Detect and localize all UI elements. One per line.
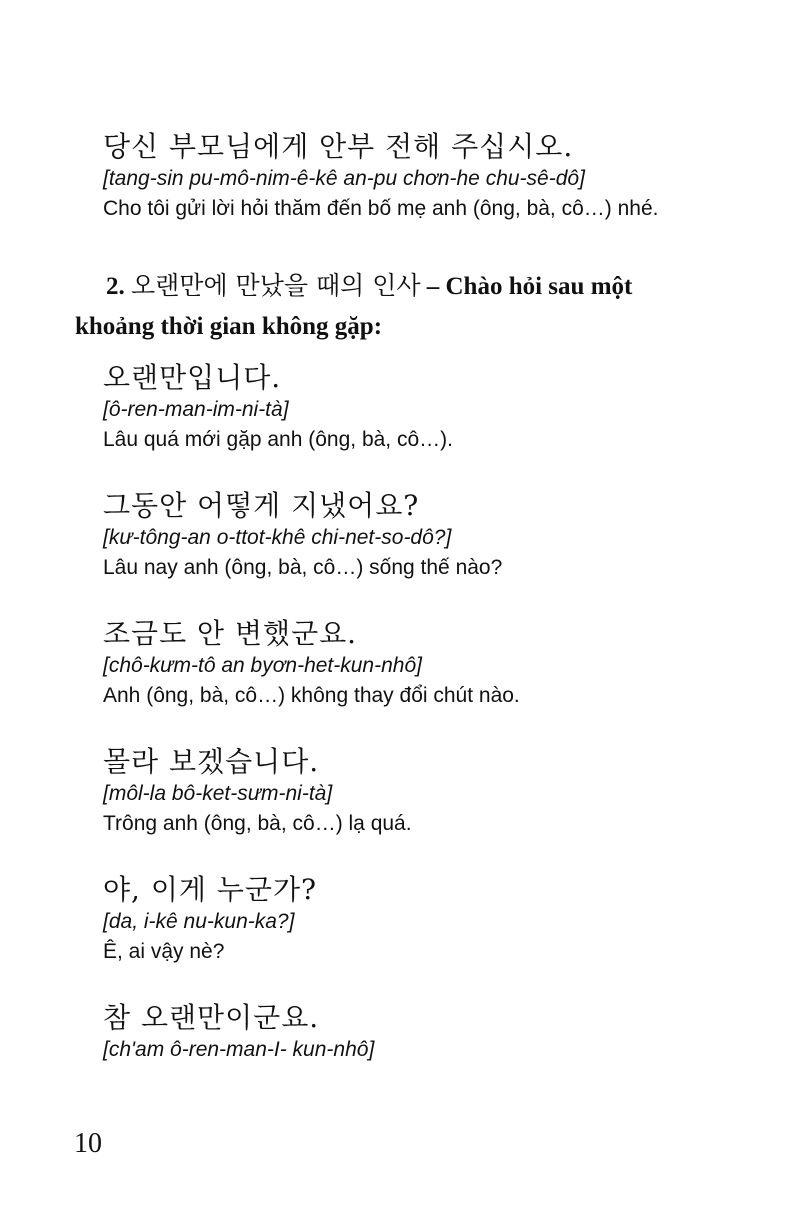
romanization: [tang-sin pu-mô-nim-ê-kê an-pu chơn-he chu-sê-dô] — [103, 167, 585, 190]
section-separator: – — [426, 273, 440, 300]
translation: Lâu quá mới gặp anh (ông, bà, cô…). — [103, 428, 453, 451]
translation: Trông anh (ông, bà, cô…) lạ quá. — [103, 812, 412, 835]
korean-phrase: 야, 이게 누군가? — [103, 873, 318, 906]
korean-phrase: 오랜만입니다. — [103, 361, 282, 394]
romanization: [chô-kưm-tô an byơn-het-kun-nhô] — [103, 654, 422, 677]
phrase-entry — [103, 130, 763, 224]
romanization: [ô-ren-man-im-ni-tà] — [103, 398, 289, 421]
korean-phrase: 그동안 어떻게 지냈어요? — [103, 489, 420, 522]
korean-phrase: 조금도 안 변했군요. — [103, 617, 358, 650]
phrase-entry — [103, 489, 763, 583]
romanization: [ch'am ô-ren-man-I- kun-nhô] — [103, 1038, 375, 1061]
section-korean-title: 오랜만에 만났을 때의 인사 — [131, 271, 421, 300]
phrase-entry — [103, 361, 763, 455]
romanization: [môl-la bô-ket-sưm-ni-tà] — [103, 782, 333, 805]
section-title-line2: khoảng thời gian không gặp: — [75, 313, 383, 340]
korean-phrase: 참 오랜만이군요. — [103, 1001, 320, 1034]
section-heading — [75, 266, 735, 347]
phrase-entry — [103, 617, 763, 711]
section-title-line1: Chào hỏi sau một — [445, 273, 633, 300]
translation: Cho tôi gửi lời hỏi thăm đến bố mẹ anh (ông, bà, cô…) nhé. — [103, 197, 659, 220]
korean-phrase: 당신 부모님에게 안부 전해 주십시오. — [103, 130, 574, 163]
translation: Lâu nay anh (ông, bà, cô…) sống thế nào? — [103, 556, 503, 579]
section-number: 2. — [106, 273, 125, 300]
phrase-entry — [103, 745, 763, 839]
translation: Anh (ông, bà, cô…) không thay đổi chút nào. — [103, 684, 520, 707]
page-number: 10 — [74, 1128, 102, 1159]
korean-phrase: 몰라 보겠습니다. — [103, 745, 320, 778]
romanization: [kư-tông-an o-ttot-khê chi-net-so-dô?] — [103, 526, 452, 549]
phrase-entry — [103, 873, 763, 967]
romanization: [da, i-kê nu-kun-ka?] — [103, 910, 295, 933]
phrase-entry — [103, 1001, 763, 1065]
translation: Ê, ai vậy nè? — [103, 940, 225, 963]
